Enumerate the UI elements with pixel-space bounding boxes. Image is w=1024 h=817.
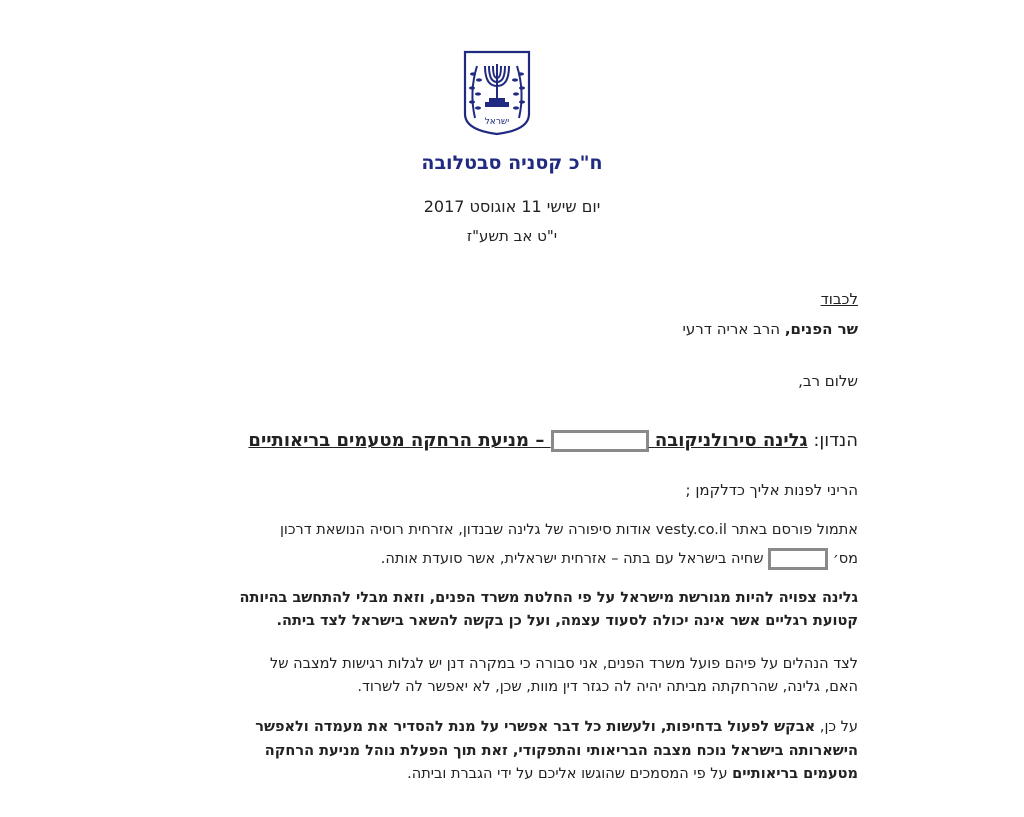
paragraph3-line1: לצד הנהלים על פיהם פועל משרד הפנים, אני סבורה כי במקרה דנן יש לגלות רגישות למצבה של [269, 656, 858, 672]
subject-label: הנדון: [807, 430, 858, 451]
paragraph4-closing: על פי המסמכים שהוגשו אליכם על ידי הגברת וביתה. [407, 766, 733, 782]
gregorian-date: יום שישי 11 אוגוסט 2017 [423, 197, 601, 216]
paragraph1-line2-text: שחיה בישראל עם בתה – אזרחית ישראלית, אשר סועדת אותה. [380, 551, 769, 567]
passport-label: מס׳ [828, 551, 858, 567]
recipient-line [683, 320, 858, 338]
subject-topic: – מניעת הרחקה מטעמים בריאותיים [248, 430, 551, 451]
paragraph4-line1 [255, 719, 858, 735]
recipient-title: שר הפנים, [784, 320, 858, 338]
state-emblem-icon [461, 48, 533, 136]
paragraph1-line1: אתמול פורסם באתר vesty.co.il אודות סיפורה של גלינה שבנדון, אזרחית רוסיה הנושאת דרכון [279, 522, 858, 538]
subject-person-name: גלינה סירולניקובה [654, 430, 808, 451]
emblem-caption: ישראל [484, 117, 510, 127]
recipient-name: הרב אריה דרעי [682, 320, 785, 338]
redaction-box [551, 430, 649, 452]
paragraph4-emphasis: מטעמים בריאותיים [732, 766, 858, 782]
greeting: שלום רב, [798, 372, 858, 390]
paragraph4-request: אבקש לפעול בדחיפות, ולעשות כל דבר אפשרי על מנת להסדיר את מעמדה ולאפשר [255, 719, 816, 735]
intro-line: הריני לפנות אליך כדלקמן ; [685, 481, 858, 499]
paragraph2-line2: קטועת רגליים אשר אינה יכולה לסעוד עצמה, ועל כן בקשה להשאר בישראל לצד ביתה. [276, 613, 858, 629]
passport-redaction-box [768, 548, 828, 570]
paragraph3-line2: האם, גלינה, שהרחקתה מביתה יהיה לה כגזר דין מוות, שכן, לא יאפשר לה לשרוד. [357, 679, 858, 695]
mk-name-heading: ח"כ קסניה סבטלובה [421, 152, 603, 174]
hebrew-date: י"ט אב תשע"ז [466, 227, 558, 245]
subject-line [248, 430, 858, 452]
to-honor-label: לכבוד [820, 290, 858, 308]
paragraph4-lead: על כן, [815, 719, 858, 735]
paragraph2-line1: גלינה צפויה להיות מגורשת מישראל על פי החלטת משרד הפנים, וזאת מבלי להתחשב בהיותה [239, 590, 858, 606]
paragraph1-line2 [381, 548, 858, 570]
paragraph4-line2: הישארותה בישראל נוכח מצבה הבריאותי והתפקודי, זאת תוך הפעלת נוהל מניעת הרחקה [264, 743, 858, 759]
paragraph4-line3 [407, 766, 858, 782]
